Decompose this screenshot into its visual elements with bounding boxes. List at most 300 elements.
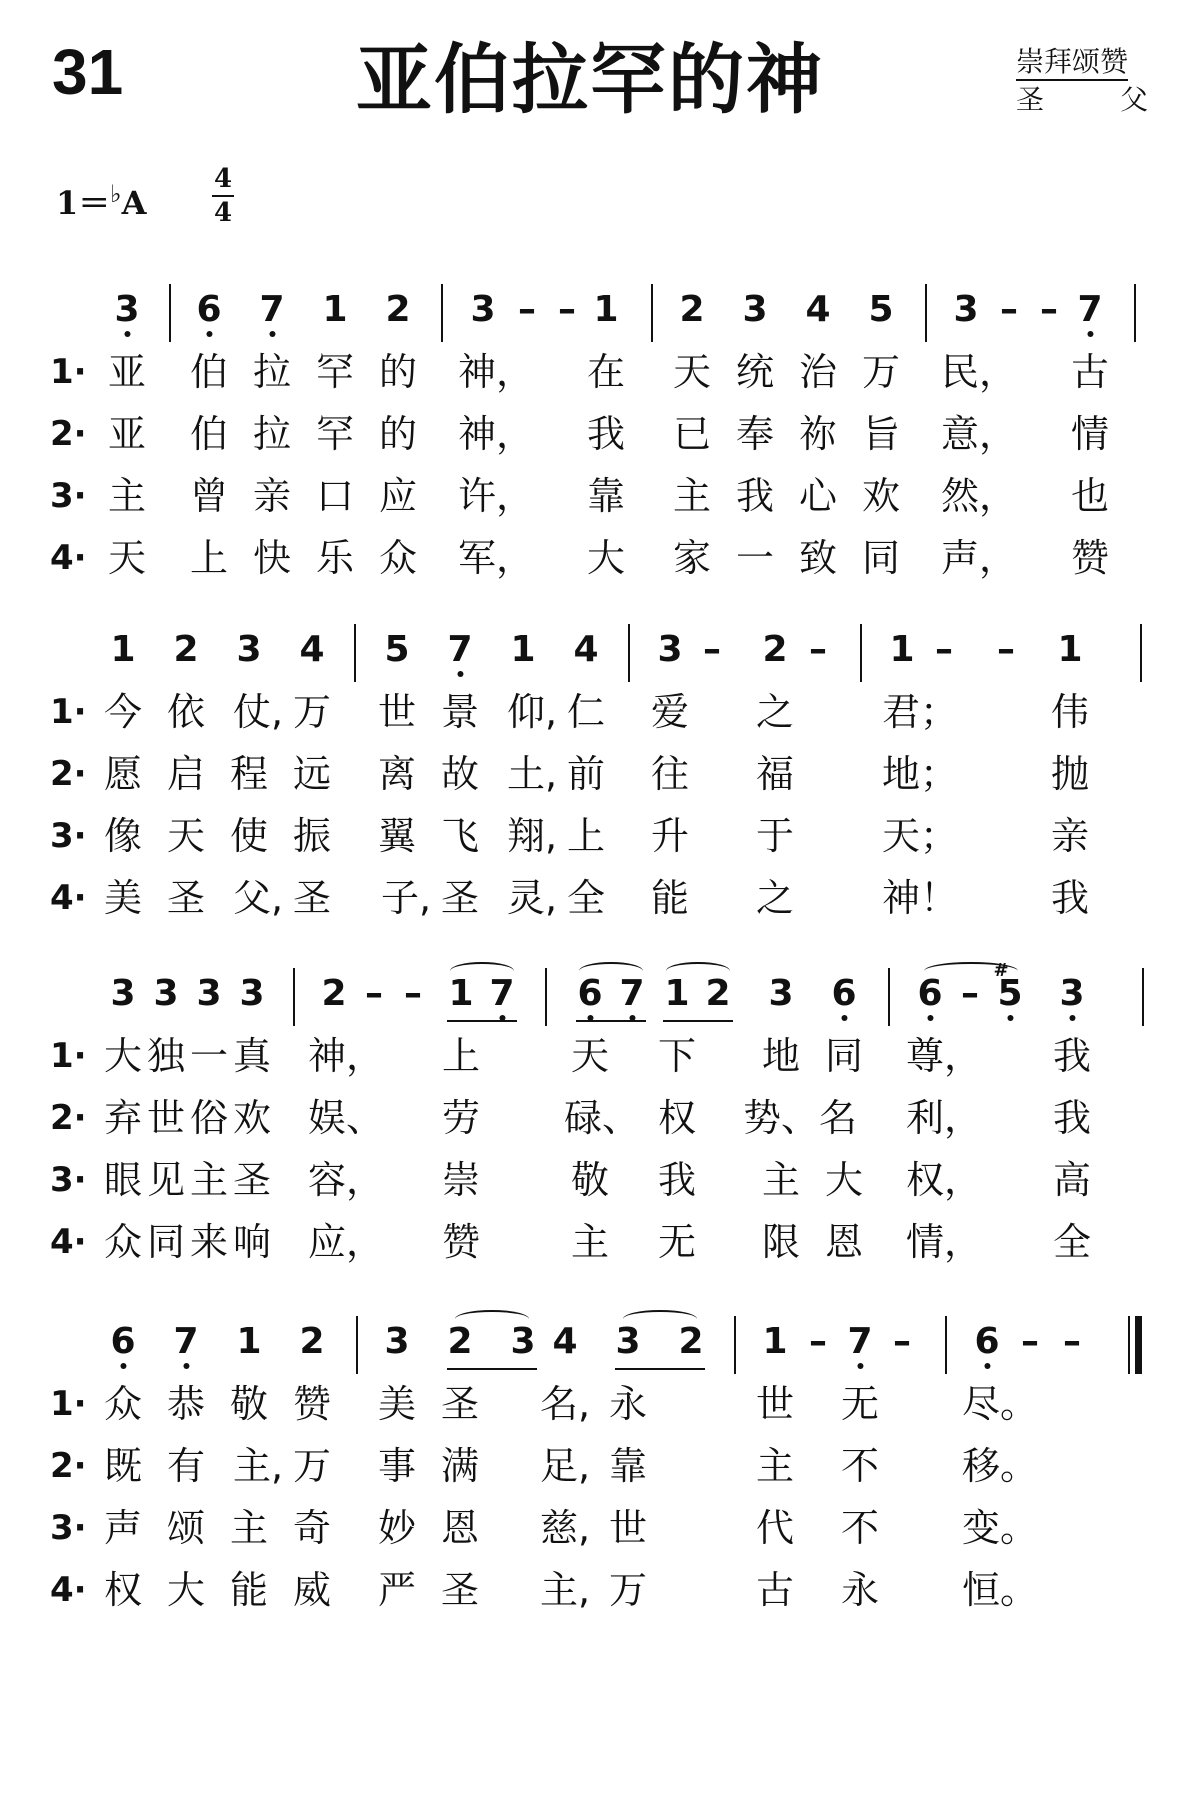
note: 1 xyxy=(236,1321,262,1362)
note: 6 xyxy=(110,1321,136,1362)
barline xyxy=(860,624,862,682)
lyric: 我 xyxy=(1052,1034,1092,1078)
lyric: 父, xyxy=(232,876,284,920)
note: 1 xyxy=(593,289,619,330)
lyric: 无 xyxy=(657,1220,697,1264)
barline xyxy=(1134,284,1136,342)
lyric: 亚 xyxy=(107,412,147,456)
note: 1 xyxy=(110,629,136,670)
verse-number: 1 · xyxy=(50,692,87,732)
lyric: 民， xyxy=(940,350,1018,394)
lyric: 众 xyxy=(378,536,418,580)
dash: – xyxy=(1063,1321,1081,1362)
verse-1-lyrics xyxy=(0,684,1200,746)
lyric: 容， xyxy=(307,1158,385,1202)
lyric: 圣 xyxy=(440,1568,480,1612)
lyric: 众 xyxy=(103,1382,143,1426)
lyric: 神！ xyxy=(881,876,959,920)
lyric: 永 xyxy=(608,1382,648,1426)
lyric: 圣 xyxy=(440,1382,480,1426)
lyric: 情， xyxy=(905,1220,983,1264)
lyric: 主 xyxy=(229,1506,269,1550)
lyric: 一 xyxy=(735,536,775,580)
lyric: 奇 xyxy=(292,1506,332,1550)
lyric: 靠 xyxy=(586,474,626,518)
lyric: 不 xyxy=(840,1506,880,1550)
lyric: 古 xyxy=(1070,350,1110,394)
lyric: 伟 xyxy=(1050,690,1090,734)
note: 3 xyxy=(510,1321,536,1362)
dash: – xyxy=(1000,289,1018,330)
note: 3 xyxy=(114,289,140,330)
lyric: 伯 xyxy=(189,350,229,394)
barline xyxy=(945,1316,947,1374)
lyric: 奉 xyxy=(735,412,775,456)
lyric: 势、名 xyxy=(742,1096,858,1140)
underline xyxy=(447,1020,517,1022)
verse-1-lyrics xyxy=(0,1376,1200,1438)
lyric: 世 xyxy=(377,690,417,734)
barline xyxy=(354,624,356,682)
dash: – xyxy=(1021,1321,1039,1362)
lyric: 主 xyxy=(570,1220,610,1264)
lyric: 天 xyxy=(570,1034,610,1078)
dash: – xyxy=(365,973,383,1014)
note: 2 xyxy=(679,289,705,330)
note: 6 xyxy=(577,973,603,1014)
lyric: 今 xyxy=(103,690,143,734)
lyric: 君； xyxy=(881,690,959,734)
lyric: 地 xyxy=(761,1034,801,1078)
verse-number: 2 · xyxy=(50,1446,87,1486)
lyric: 飞 xyxy=(440,814,480,858)
barline xyxy=(1140,624,1142,682)
barline xyxy=(545,968,547,1026)
lyric: 天 xyxy=(166,814,206,858)
lyric: 大 xyxy=(166,1568,206,1612)
lyric: 尽。 xyxy=(961,1382,1039,1426)
verse-number: 1 · xyxy=(50,1384,87,1424)
lyric: 见 xyxy=(146,1158,186,1202)
lyric: 下 xyxy=(657,1034,697,1078)
note: 7 xyxy=(489,973,515,1014)
slur xyxy=(450,962,514,980)
lyric: 上 xyxy=(441,1034,481,1078)
lyric: 应 xyxy=(378,474,418,518)
lyric: 同 xyxy=(861,536,901,580)
verse-number: 1 · xyxy=(50,352,87,392)
lyric: 赞 xyxy=(441,1220,481,1264)
lyric: 然， xyxy=(940,474,1018,518)
lyric: 心 xyxy=(798,474,838,518)
key-note: A xyxy=(121,184,147,222)
lyric: 使 xyxy=(229,814,269,858)
barline xyxy=(734,1316,736,1374)
lyric: 拉 xyxy=(252,350,292,394)
lyric: 靠 xyxy=(608,1444,648,1488)
lyric: 景 xyxy=(440,690,480,734)
lyric: 真 xyxy=(232,1034,272,1078)
lyric: 一 xyxy=(189,1034,229,1078)
verse-number: 2 · xyxy=(50,754,87,794)
verse-3-lyrics xyxy=(0,468,1200,530)
lyric: 大 xyxy=(824,1158,864,1202)
note-digit: 5 xyxy=(997,973,1023,1014)
lyric: 旨 xyxy=(861,412,901,456)
lyric: 移。 xyxy=(961,1444,1039,1488)
note: 7 xyxy=(847,1321,873,1362)
lyric: 福 xyxy=(755,752,795,796)
lyric: 严 xyxy=(377,1568,417,1612)
note: 2 xyxy=(705,973,731,1014)
hymn-number: 31 xyxy=(52,36,124,108)
lyric: 有 xyxy=(166,1444,206,1488)
lyric: 圣 xyxy=(292,876,332,920)
lyric: 永 xyxy=(840,1568,880,1612)
lyric: 权 xyxy=(103,1568,143,1612)
lyric: 众 xyxy=(103,1220,143,1264)
verse-number: 4 · xyxy=(50,1222,87,1262)
verse-4-lyrics xyxy=(0,530,1200,592)
slur xyxy=(924,962,1018,980)
lyric: 同 xyxy=(146,1220,186,1264)
note: 5 xyxy=(868,289,894,330)
verse-4-lyrics xyxy=(0,1214,1200,1276)
lyric: 上 xyxy=(189,536,229,580)
lyric: 天 xyxy=(107,536,147,580)
lyric: 伯 xyxy=(189,412,229,456)
key-signature xyxy=(56,178,146,224)
lyric: 大 xyxy=(586,536,626,580)
verse-3-lyrics xyxy=(0,1500,1200,1562)
lyric: 之 xyxy=(755,876,795,920)
note: 1 xyxy=(322,289,348,330)
lyric: 我 xyxy=(586,412,626,456)
note: 6 xyxy=(974,1321,1000,1362)
lyric: 大 xyxy=(103,1034,143,1078)
lyric: 抛 xyxy=(1050,752,1090,796)
note: 1 xyxy=(664,973,690,1014)
lyric: 代 xyxy=(755,1506,795,1550)
note: 7 xyxy=(447,629,473,670)
dash: – xyxy=(518,289,536,330)
lyric: 愿 xyxy=(103,752,143,796)
lyric: 古 xyxy=(755,1568,795,1612)
verse-number: 3 · xyxy=(50,816,87,856)
barline xyxy=(441,284,443,342)
verse-number: 3 · xyxy=(50,1508,87,1548)
verse-number: 4 · xyxy=(50,1570,87,1610)
note: 2 xyxy=(321,973,347,1014)
note: 3 xyxy=(384,1321,410,1362)
slur xyxy=(455,1310,529,1328)
barline xyxy=(169,284,171,342)
lyric: 前 xyxy=(566,752,606,796)
note: 6 xyxy=(917,973,943,1014)
dash: – xyxy=(961,973,979,1014)
slur xyxy=(623,1310,697,1328)
lyric: 主 xyxy=(761,1158,801,1202)
barline xyxy=(925,284,927,342)
lyric: 独 xyxy=(146,1034,186,1078)
underline xyxy=(447,1368,537,1370)
note: 1 xyxy=(510,629,536,670)
lyric: 限 xyxy=(761,1220,801,1264)
lyric: 恒。 xyxy=(961,1568,1039,1612)
note: 1 xyxy=(889,629,915,670)
lyric: 上 xyxy=(566,814,606,858)
note: 2 xyxy=(173,629,199,670)
lyric: 能 xyxy=(650,876,690,920)
lyric: 利， xyxy=(905,1096,983,1140)
lyric: 欢 xyxy=(232,1096,272,1140)
note: 3 xyxy=(239,973,265,1014)
verse-4-lyrics xyxy=(0,1562,1200,1624)
lyric: 子, xyxy=(380,876,432,920)
lyric: 我 xyxy=(735,474,775,518)
final-barline-thick xyxy=(1135,1316,1142,1374)
lyric: 劳 xyxy=(441,1096,481,1140)
lyric: 足, xyxy=(539,1444,591,1488)
verse-2-lyrics xyxy=(0,1438,1200,1500)
lyric: 欢 xyxy=(861,474,901,518)
lyric: 能 xyxy=(229,1568,269,1612)
lyric: 在 xyxy=(586,350,626,394)
time-signature xyxy=(212,166,234,226)
note: 2 xyxy=(299,1321,325,1362)
note: 6 xyxy=(196,289,222,330)
lyric: 往 xyxy=(650,752,690,796)
lyric: 赞 xyxy=(292,1382,332,1426)
note: 3 xyxy=(742,289,768,330)
key-prefix: 1＝ xyxy=(56,184,111,222)
lyric: 主 xyxy=(672,474,712,518)
lyric: 万 xyxy=(292,1444,332,1488)
lyric: 变。 xyxy=(961,1506,1039,1550)
barline xyxy=(628,624,630,682)
barline xyxy=(356,1316,358,1374)
lyric: 于 xyxy=(755,814,795,858)
lyric: 恭 xyxy=(166,1382,206,1426)
underline xyxy=(615,1368,705,1370)
lyric: 远 xyxy=(292,752,332,796)
lyric: 尊， xyxy=(905,1034,983,1078)
lyric: 神， xyxy=(457,350,535,394)
lyric: 也 xyxy=(1070,474,1110,518)
lyric: 军， xyxy=(457,536,535,580)
barline xyxy=(293,968,295,1026)
lyric: 弃 xyxy=(103,1096,143,1140)
dash: – xyxy=(893,1321,911,1362)
note: 4 xyxy=(573,629,599,670)
dash: – xyxy=(935,629,953,670)
note: 3 xyxy=(470,289,496,330)
lyric: 天； xyxy=(881,814,959,858)
lyric: 赞 xyxy=(1070,536,1110,580)
barline xyxy=(1142,968,1144,1026)
lyric: 恩 xyxy=(440,1506,480,1550)
lyric: 祢 xyxy=(798,412,838,456)
note: 7 xyxy=(173,1321,199,1362)
lyric: 事 xyxy=(377,1444,417,1488)
lyric: 仗, xyxy=(232,690,284,734)
dash: – xyxy=(809,629,827,670)
lyric: 离 xyxy=(377,752,417,796)
lyric: 仰, xyxy=(506,690,558,734)
lyric: 圣 xyxy=(232,1158,272,1202)
flat-sign: ♭ xyxy=(110,180,122,208)
lyric: 万 xyxy=(292,690,332,734)
verse-number: 3 · xyxy=(50,476,87,516)
lyric: 敬 xyxy=(570,1158,610,1202)
verse-3-lyrics xyxy=(0,808,1200,870)
lyric: 灵, xyxy=(506,876,558,920)
dash: – xyxy=(558,289,576,330)
lyric: 像 xyxy=(103,814,143,858)
verse-1-lyrics xyxy=(0,344,1200,406)
note: 7 xyxy=(619,973,645,1014)
barline xyxy=(888,968,890,1026)
lyric: 权， xyxy=(905,1158,983,1202)
note: 7 xyxy=(1077,289,1103,330)
final-barline-thin xyxy=(1128,1316,1130,1374)
note: 3 xyxy=(196,973,222,1014)
lyric: 应， xyxy=(307,1220,385,1264)
lyric: 万 xyxy=(608,1568,648,1612)
lyric: 眼 xyxy=(103,1158,143,1202)
lyric: 主, xyxy=(232,1444,284,1488)
note xyxy=(993,960,1023,1014)
lyric: 翼 xyxy=(377,814,417,858)
lyric: 既 xyxy=(103,1444,143,1488)
lyric: 爱 xyxy=(650,690,690,734)
dash: – xyxy=(997,629,1015,670)
note: 3 xyxy=(657,629,683,670)
lyric: 地； xyxy=(881,752,959,796)
note: 1 xyxy=(762,1321,788,1362)
lyric: 妙 xyxy=(377,1506,417,1550)
time-denominator: 4 xyxy=(214,198,233,228)
lyric: 口 xyxy=(315,474,355,518)
underline xyxy=(663,1020,733,1022)
lyric: 碌、 xyxy=(563,1096,641,1140)
underline xyxy=(576,1020,646,1022)
lyric: 意， xyxy=(940,412,1018,456)
lyric: 统 xyxy=(735,350,775,394)
lyric: 颂 xyxy=(166,1506,206,1550)
lyric: 同 xyxy=(824,1034,864,1078)
note: 4 xyxy=(805,289,831,330)
lyric: 响 xyxy=(232,1220,272,1264)
lyric: 权 xyxy=(657,1096,697,1140)
hymn-author xyxy=(1016,83,1148,116)
lyric: 启 xyxy=(166,752,206,796)
lyric: 的 xyxy=(378,412,418,456)
lyric: 不 xyxy=(840,1444,880,1488)
lyric: 主, xyxy=(539,1568,591,1612)
verse-number: 4 · xyxy=(50,538,87,578)
lyric: 罕 xyxy=(315,412,355,456)
note: 2 xyxy=(447,1321,473,1362)
lyric: 主 xyxy=(755,1444,795,1488)
verse-2-lyrics xyxy=(0,746,1200,808)
note: 2 xyxy=(678,1321,704,1362)
lyric: 来 xyxy=(189,1220,229,1264)
note: 2 xyxy=(762,629,788,670)
lyric: 恩 xyxy=(824,1220,864,1264)
lyric: 美 xyxy=(103,876,143,920)
lyric: 亚 xyxy=(107,350,147,394)
note: 3 xyxy=(953,289,979,330)
lyric: 声 xyxy=(103,1506,143,1550)
note: 7 xyxy=(259,289,285,330)
lyric: 声， xyxy=(940,536,1018,580)
lyric: 高 xyxy=(1052,1158,1092,1202)
verse-number: 2 · xyxy=(50,414,87,454)
lyric: 崇 xyxy=(441,1158,481,1202)
verse-number: 1 · xyxy=(50,1036,87,1076)
lyric: 致 xyxy=(798,536,838,580)
dash: – xyxy=(404,973,422,1014)
lyric: 已 xyxy=(672,412,712,456)
lyric: 我 xyxy=(1052,1096,1092,1140)
note: 6 xyxy=(831,973,857,1014)
lyric: 家 xyxy=(672,536,712,580)
dash: – xyxy=(703,629,721,670)
lyric: 满 xyxy=(440,1444,480,1488)
lyric: 无 xyxy=(840,1382,880,1426)
lyric: 土, xyxy=(506,752,558,796)
lyric: 升 xyxy=(650,814,690,858)
note: 4 xyxy=(299,629,325,670)
lyric: 我 xyxy=(657,1158,697,1202)
verse-number: 3 · xyxy=(50,1160,87,1200)
note: 1 xyxy=(1057,629,1083,670)
lyric: 翔, xyxy=(506,814,558,858)
lyric: 俗 xyxy=(189,1096,229,1140)
lyric: 乐 xyxy=(315,536,355,580)
lyric: 曾 xyxy=(189,474,229,518)
lyric: 世 xyxy=(608,1506,648,1550)
lyric: 快 xyxy=(252,536,292,580)
lyric: 世 xyxy=(755,1382,795,1426)
time-numerator: 4 xyxy=(212,166,234,197)
lyric: 程 xyxy=(229,752,269,796)
lyric: 全 xyxy=(566,876,606,920)
lyric: 的 xyxy=(378,350,418,394)
verse-3-lyrics xyxy=(0,1152,1200,1214)
note: 3 xyxy=(615,1321,641,1362)
lyric: 名, xyxy=(539,1382,591,1426)
lyric: 威 xyxy=(292,1568,332,1612)
hymn-title: 亚伯拉罕的神 xyxy=(356,35,824,124)
verse-number: 4 · xyxy=(50,878,87,918)
note: 2 xyxy=(385,289,411,330)
verse-2-lyrics xyxy=(0,406,1200,468)
lyric: 我 xyxy=(1050,876,1090,920)
lyric: 亲 xyxy=(1050,814,1090,858)
lyric: 圣 xyxy=(440,876,480,920)
lyric: 神， xyxy=(457,412,535,456)
lyric: 神， xyxy=(307,1034,385,1078)
lyric: 拉 xyxy=(252,412,292,456)
lyric: 罕 xyxy=(315,350,355,394)
slur xyxy=(579,962,643,980)
verse-2-lyrics xyxy=(0,1090,1200,1152)
note: 3 xyxy=(153,973,179,1014)
lyric: 之 xyxy=(755,690,795,734)
note: 3 xyxy=(1059,973,1085,1014)
